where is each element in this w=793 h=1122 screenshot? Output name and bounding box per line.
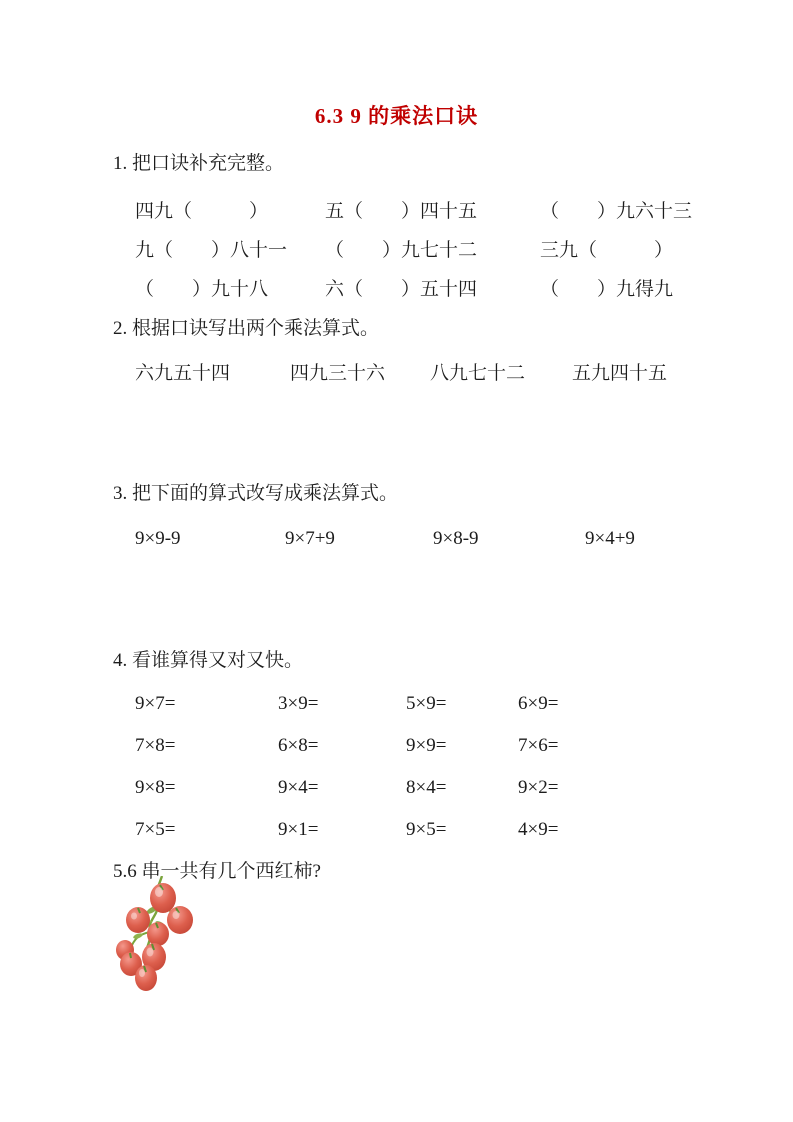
kouji-row-1: [135, 200, 693, 224]
calc-item: 9×7=: [135, 693, 176, 714]
calc-row-3: [135, 776, 693, 800]
rhyme-item: 六九五十四: [135, 363, 231, 384]
section-5-heading: 5.6 串一共有几个西红柿?: [113, 861, 321, 882]
section-3-heading: 3. 把下面的算式改写成乘法算式。: [113, 483, 399, 504]
calc-item: 9×5=: [406, 819, 447, 840]
calc-item: 4×9=: [518, 819, 559, 840]
calc-item: 9×2=: [518, 777, 559, 798]
rhyme-row: [135, 362, 693, 386]
tomato-bunch-icon: [116, 876, 206, 994]
calc-item: 6×8=: [278, 735, 319, 756]
kouji-blank: （ ）九六十三: [540, 201, 693, 222]
kouji-blank: 五（ ）四十五: [325, 201, 478, 222]
kouji-row-3: [135, 278, 693, 302]
kouji-blank: （ ）九七十二: [325, 240, 478, 261]
page-title: 6.3 9 的乘法口诀: [314, 104, 479, 128]
section-1-heading: 1. 把口诀补充完整。: [113, 153, 285, 174]
kouji-blank: 六（ ）五十四: [325, 279, 478, 300]
calc-item: 9×9=: [406, 735, 447, 756]
kouji-blank: 三九（ ）: [540, 240, 674, 261]
kouji-row-2: [135, 239, 693, 263]
section-2-heading: 2. 根据口诀写出两个乘法算式。: [113, 318, 380, 339]
section-4-heading: 4. 看谁算得又对又快。: [113, 650, 304, 671]
calc-item: 7×5=: [135, 819, 176, 840]
calc-item: 9×8=: [135, 777, 176, 798]
expression-item: 9×7+9: [285, 528, 335, 549]
calc-item: 8×4=: [406, 777, 447, 798]
calc-row-2: [135, 734, 693, 758]
calc-item: 7×8=: [135, 735, 176, 756]
kouji-blank: 九（ ）八十一: [135, 240, 288, 261]
kouji-blank: （ ）九十八: [135, 279, 269, 300]
calc-item: 5×9=: [406, 693, 447, 714]
expression-item: 9×4+9: [585, 528, 635, 549]
calc-row-4: [135, 818, 693, 842]
calc-row-1: [135, 692, 693, 716]
rhyme-item: 八九七十二: [430, 363, 526, 384]
expression-row: [135, 527, 693, 551]
expression-item: 9×8-9: [433, 528, 479, 549]
calc-item: 6×9=: [518, 693, 559, 714]
kouji-blank: 四九（ ）: [135, 201, 269, 222]
expression-item: 9×9-9: [135, 528, 181, 549]
calc-item: 9×4=: [278, 777, 319, 798]
kouji-blank: （ ）九得九: [540, 279, 674, 300]
calc-item: 3×9=: [278, 693, 319, 714]
rhyme-item: 五九四十五: [572, 363, 668, 384]
calc-item: 9×1=: [278, 819, 319, 840]
rhyme-item: 四九三十六: [290, 363, 386, 384]
calc-item: 7×6=: [518, 735, 559, 756]
tomato-bunch-image: [116, 876, 206, 994]
